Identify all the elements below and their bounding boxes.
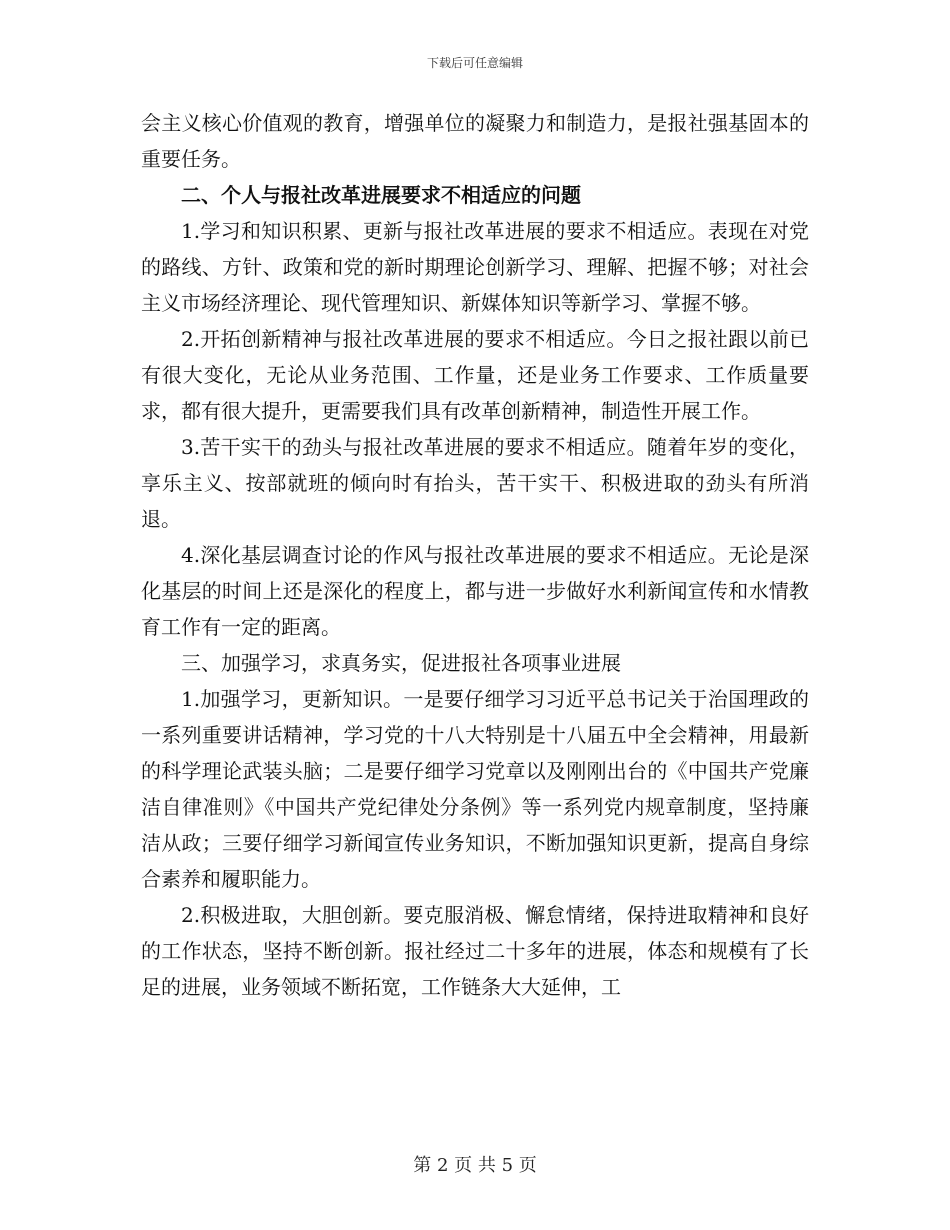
- paragraph-item-3-1: 1.加强学习，更新知识。一是要仔细学习习近平总书记关于治国理政的一系列重要讲话精神，学习党的十八大特别是十八届五中全会精神，用最新的科学理论武装头脑；二是要仔细学习党章以及刚刚出台的《中国共产党廉洁自律准则》《中国共产党纪律处分条例》等一系列党内规章制度，坚持廉洁从政；三要仔细学习新闻宣传业务知识，不断加强知识更新，提高自身综合素养和履职能力。: [141, 687, 809, 891]
- paragraph-item-3-2: 2.积极进取，大胆创新。要克服消极、懈怠情绪，保持进取精神和良好的工作状态，坚持不断创新。报社经过二十多年的进展，体态和规模有了长足的进展，业务领域不断拓宽，工作链条大大延伸，工: [141, 903, 809, 999]
- paragraph-continuation: 会主义核心价值观的教育，增强单位的凝聚力和制造力，是报社强基固本的重要任务。: [141, 111, 809, 171]
- paragraph-item-2-3: 3.苦干实干的劲头与报社改革进展的要求不相适应。随着年岁的变化，享乐主义、按部就班的倾向时有抬头，苦干实干、积极进取的劲头有所消退。: [141, 435, 809, 531]
- section-heading-3: 三、加强学习，求真务实，促进报社各项事业进展: [181, 651, 621, 675]
- paragraph-item-2-1: 1.学习和知识积累、更新与报社改革进展的要求不相适应。表现在对党的路线、方针、政策和党的新时期理论创新学习、理解、把握不够；对社会主义市场经济理论、现代管理知识、新媒体知识等新学习、掌握不够。: [141, 219, 809, 315]
- document-body: [141, 105, 809, 1005]
- section-heading-2: 二、个人与报社改革进展要求不相适应的问题: [181, 183, 581, 207]
- paragraph-item-2-2: 2.开拓创新精神与报社改革进展的要求不相适应。今日之报社跟以前已有很大变化，无论从业务范围、工作量，还是业务工作要求、工作质量要求，都有很大提升，更需要我们具有改革创新精神，制造性开展工作。: [141, 327, 809, 423]
- page-number-footer: 第 2 页 共 5 页: [413, 1155, 537, 1176]
- page-header: 下载后可任意编辑: [426, 56, 523, 70]
- paragraph-item-2-4: 4.深化基层调查讨论的作风与报社改革进展的要求不相适应。无论是深化基层的时间上还是深化的程度上，都与进一步做好水利新闻宣传和水情教育工作有一定的距离。: [141, 543, 809, 639]
